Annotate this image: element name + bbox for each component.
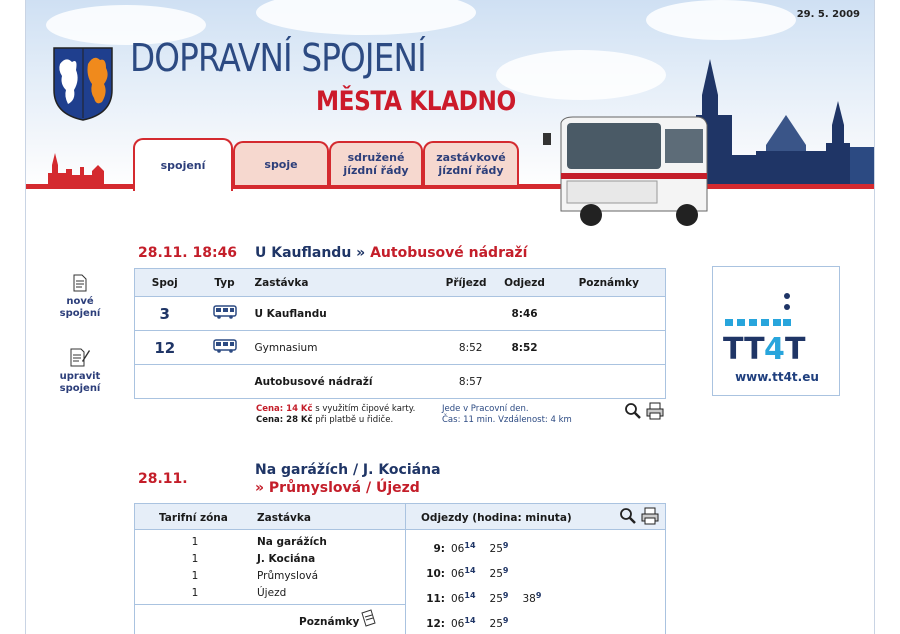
line-tools	[619, 507, 659, 525]
connection-table	[134, 268, 666, 399]
edit-note-icon[interactable]	[361, 609, 377, 627]
list-item: 1 J. Kociána	[191, 553, 316, 565]
svg-text:T: T	[785, 332, 806, 367]
city-crest-icon	[52, 46, 114, 122]
departure-row: 10: $06^{14}$ $25^9$	[426, 566, 509, 580]
tab-lines[interactable]: spoje	[233, 141, 329, 185]
site-title: DOPRAVNÍ SPOJENÍ	[130, 36, 426, 80]
list-item: 1 Újezd	[191, 587, 287, 599]
connection-route: U Kauflandu » Autobusové nádraží	[255, 245, 528, 261]
connection-tools	[624, 402, 664, 420]
tab-combined-timetables[interactable]: sdružené jízdní řády	[329, 141, 423, 185]
tab-stop-timetables[interactable]: zastávkové jízdní řády	[423, 141, 519, 185]
table-row: Autobusové nádraží 8:57	[135, 365, 666, 399]
departure-row: 11: $06^{14}$ $25^9$ $38^9$	[426, 591, 542, 605]
connection-to: Autobusové nádraží	[370, 245, 528, 261]
svg-text:4: 4	[764, 332, 785, 367]
svg-text:TT: TT	[723, 332, 765, 367]
stop-name: U Kauflandu	[255, 297, 435, 331]
zoom-icon[interactable]	[624, 402, 642, 420]
site-subtitle: MĚSTA KLADNO	[316, 86, 516, 117]
list-item: 1 Průmyslová	[191, 570, 319, 582]
bus-icon	[213, 339, 237, 353]
table-row: 3 U Kauflandu 8:46	[135, 297, 666, 331]
departure-row: 12: $06^{14}$ $25^9$	[426, 616, 509, 630]
connection-notes: Jede v Pracovní den. Čas: 11 min. Vzdálenost: 4 km	[442, 404, 572, 425]
bus-icon	[213, 305, 237, 319]
tt4t-logo-icon	[713, 267, 841, 367]
stop-name: Autobusové nádraží	[255, 365, 435, 399]
table-row: 12 Gymnasium 8:52 8:52	[135, 331, 666, 365]
zoom-icon[interactable]	[619, 507, 637, 525]
list-item: 1 Na garážích	[191, 536, 327, 548]
skyline-left-icon	[26, 145, 116, 187]
tab-connections[interactable]: spojení	[133, 138, 233, 191]
connection-time: 18:46	[192, 245, 238, 261]
line-number[interactable]: 12	[154, 338, 176, 357]
print-icon[interactable]	[646, 402, 664, 420]
page-frame	[25, 0, 875, 634]
document-icon	[73, 274, 87, 292]
line-route-to: » Průmyslová / Újezd	[255, 480, 420, 496]
edit-connection-link[interactable]: upravit spojení	[50, 347, 110, 395]
current-date: 29. 5. 2009	[796, 9, 860, 20]
stop-name: Gymnasium	[255, 331, 435, 365]
tt4t-advert[interactable]	[712, 266, 840, 396]
connection-date: 28.11.	[138, 245, 188, 261]
line-route-from: Na garážích / J. Kociána	[255, 462, 441, 478]
table-header-row: Spoj Typ Zastávka Příjezd Odjezd Poznámky	[135, 269, 666, 297]
line-number[interactable]: 3	[159, 304, 170, 323]
line-date-heading	[138, 471, 188, 487]
advert-url: www.tt4t.eu	[735, 370, 819, 384]
fare-info: Cena: 14 Kč s využitím čipové karty. Cena: 28 Kč při platbě u řidiče.	[256, 404, 416, 425]
print-icon[interactable]	[641, 507, 659, 525]
line-date: 28.11.	[138, 471, 188, 487]
new-connection-link[interactable]: nové spojení	[50, 274, 110, 320]
edit-document-icon	[70, 347, 90, 367]
bus-illustration-icon	[541, 115, 711, 229]
connection-heading	[138, 245, 237, 261]
notes-row: Poznámky	[135, 604, 405, 634]
line-timetable: Tarifní zóna Zastávka Odjezdy (hodina: minuta) 1 Na garážích 1 J. Kociána 1 Průmyslová 1 Újezd Poznámky 9: $06^{14}$ $25^9$ 10: $06^{14}$ $25^9$ 11: $06^{14}$ $25^9$ $38^9$ 12: $06^{14}$ $25^9$	[134, 503, 666, 634]
connection-from: U Kauflandu	[255, 245, 352, 261]
departure-row: 9: $06^{14}$ $25^9$	[433, 541, 509, 555]
